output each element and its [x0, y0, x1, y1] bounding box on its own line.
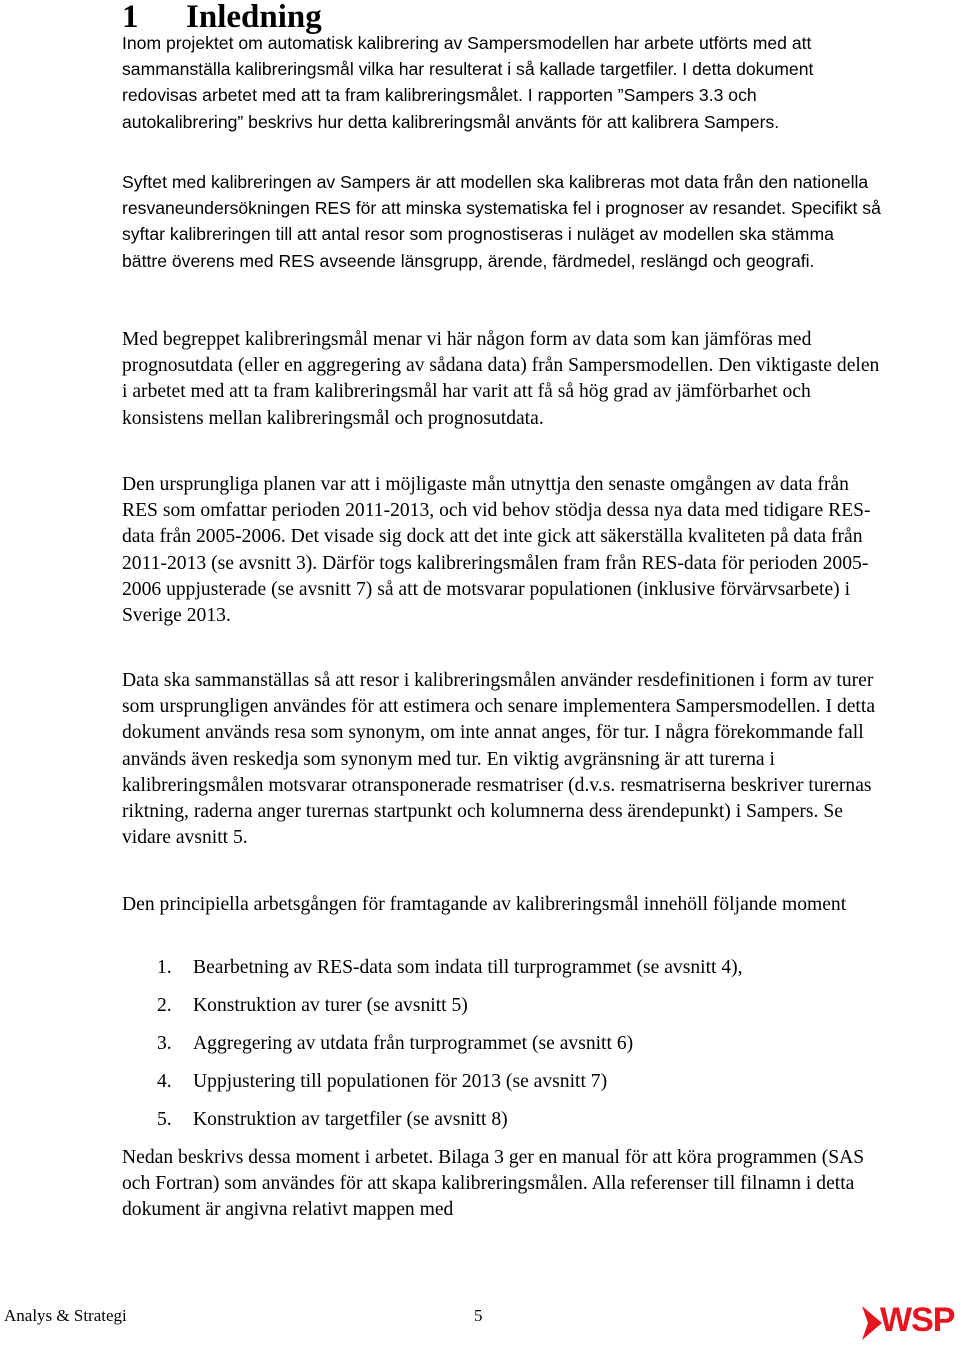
list-item: 1. Bearbetning av RES-data som indata till turprogrammet (se avsnitt 4), — [157, 957, 743, 978]
paragraph-purpose: Syftet med kalibreringen av Sampers är att modellen ska kalibreras mot data från den nationella resvaneundersökningen RES för att minska systematiska fel i prognoser av resandet. Specifikt så syftar kalibreringen till att antal resor som prognostiseras i nuläget av modellen ska stämma bättre överens med RES avseende länsgrupp, ärende, färdmedel, reslängd och geografi. — [122, 172, 881, 271]
paragraph-data: Data ska sammanställas så att resor i kalibreringsmålen använder resdefinitionen i form av turer som ursprungligen användes för att estimera och senare implementera Sampersmodellen. I detta dokument används resa som synonym, om inte annat anges, för tur. I några förekommande fall används även reskedja som synonym med tur. En viktig avgränsning är att turerna i kalibreringsmålen motsvarar otransponerade resmatriser (d.v.s. resmatriserna beskriver turernas riktning, raderna anger turernas startpunkt och kolumnerna dess ärendepunkt) i Sampers. Se vidare avsnitt 5. — [122, 670, 876, 849]
wsp-logo — [858, 1288, 958, 1348]
logo-text: WSP — [880, 1301, 955, 1339]
list-item: 3. Aggregering av utdata från turprogrammet (se avsnitt 6) — [157, 1033, 634, 1054]
paragraph-definition: Med begreppet kalibreringsmål menar vi här någon form av data som kan jämföras med prognosutdata (eller en aggregering av sådana data) från Sampersmodellen. Den viktigaste delen i arbetet med att ta fram kalibreringsmål har varit att få så hög grad av jämförbarhet och konsistens mellan kalibreringsmål och prognosutdata. — [122, 329, 880, 429]
paragraph-intro: Inom projektet om automatisk kalibrering av Sampersmodellen har arbete utförts med att sammanställa kalibreringsmål vilka har resulterat i så kallade targetfiler. I detta dokument redovisas arbetet med att ta fram kalibreringsmålet. I rapporten ”Sampers 3.3 och autokalibrering” beskrivs hur detta kalibreringsmål använts för att kalibrera Sampers. — [122, 33, 814, 132]
footer-department: Analys & Strategi — [4, 1306, 127, 1325]
section-heading — [122, 0, 322, 34]
list-item: 2. Konstruktion av turer (se avsnitt 5) — [157, 995, 468, 1016]
list-item: 5. Konstruktion av targetfiler (se avsnitt 8) — [157, 1109, 508, 1130]
section-title: Inledning — [186, 0, 322, 35]
paragraph-plan: Den ursprungliga planen var att i möjligaste mån utnyttja den senaste omgången av data från RES som omfattar perioden 2011-2013, och vid behov stödja dessa nya data med tidigare RES-data från 2005-2006. Det visade sig dock att det inte gick att säkerställa kvaliteten på data från 2011-2013 (se avsnitt 3). Därför togs kalibreringsmålen fram från RES-data för perioden 2005-2006 uppjusterade (se avsnitt 7) så att de motsvarar populationen (inklusive förvärvsarbete) i Sverige 2013. — [122, 474, 871, 627]
list-item: 4. Uppjustering till populationen för 2013 (se avsnitt 7) — [157, 1071, 608, 1092]
paragraph-workflow: Den principiella arbetsgången för framtagande av kalibreringsmål innehöll följande moment — [122, 894, 847, 915]
workflow-steps-list — [157, 955, 877, 1145]
page-number: 5 — [474, 1306, 483, 1325]
section-number: 1 — [122, 0, 139, 35]
paragraph-closing: Nedan beskrivs dessa moment i arbetet. Bilaga 3 ger en manual för att köra programmen (SAS och Fortran) som användes för att skapa kalibreringsmålen. Alla referenser till filnamn i detta dokument är angivna relativt mappen med — [122, 1147, 865, 1221]
